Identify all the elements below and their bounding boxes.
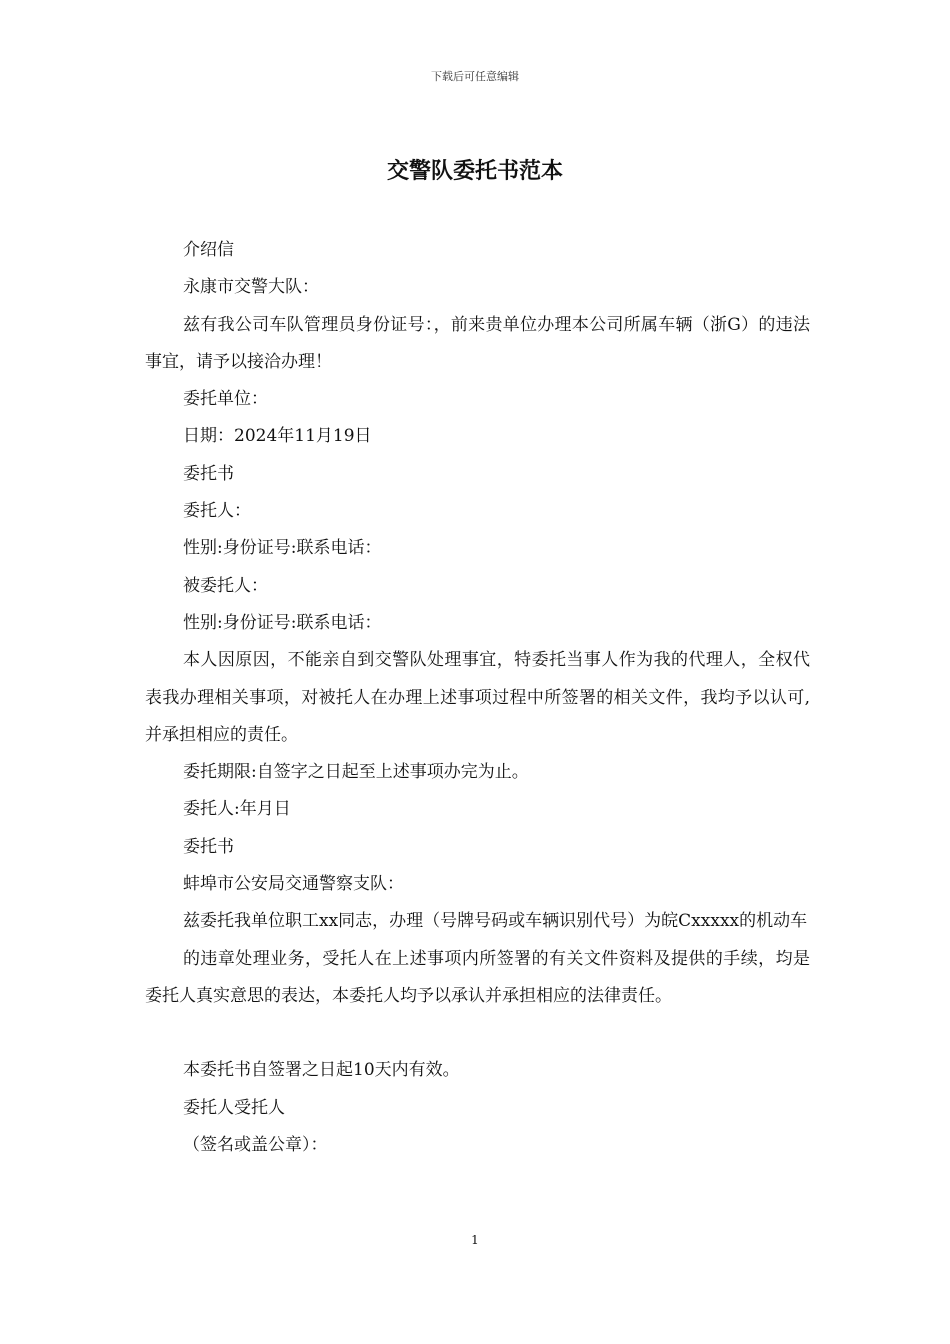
paragraph: 性别:身份证号:联系电话： (183, 612, 382, 633)
paragraph: 兹有我公司车队管理员身份证号：，前来贵单位办理本公司所属车辆（浙G）的违法事宜，请予以接洽办理！ (145, 314, 810, 372)
paragraph: 蚌埠市公安局交通警察支队： (183, 874, 404, 895)
paragraph: 本委托书自签署之日起10天内有效。 (183, 1060, 460, 1081)
paragraph: 日期：2024年11月19日 (183, 426, 372, 447)
paragraph: （签名或盖公章）： (183, 1134, 328, 1155)
paragraph: 委托期限:自签字之日起至上述事项办完为止。 (183, 762, 529, 783)
paragraph: 兹委托我单位职工xx同志，办理（号牌号码或车辆识别代号）为皖Cxxxxx的机动车 (183, 911, 808, 932)
page-number: 1 (471, 1233, 479, 1247)
document-body (145, 232, 810, 1164)
paragraph: 永康市交警大队： (183, 277, 319, 298)
header-note: 下载后可任意编辑 (431, 70, 519, 83)
paragraph: 委托书 (183, 836, 234, 857)
paragraph: 委托书 (183, 463, 234, 484)
paragraph: 委托单位： (183, 389, 268, 410)
paragraph: 本人因原因，不能亲自到交警队处理事宜，特委托当事人作为我的代理人，全权代表我办理相关事项，对被托人在办理上述事项过程中所签署的相关文件，我均予以认可,并承担相应的责任。 (145, 650, 810, 745)
paragraph: 被委托人： (183, 575, 268, 596)
document-title: 交警队委托书范本 (386, 158, 563, 184)
paragraph: 委托人： (183, 501, 251, 522)
paragraph: 性别:身份证号:联系电话： (183, 538, 382, 559)
paragraph: 委托人:年月日 (183, 799, 291, 820)
paragraph: 介绍信 (183, 240, 234, 260)
paragraph: 委托人受托人 (183, 1097, 285, 1118)
blank-line (145, 1015, 810, 1052)
paragraph: 的违章处理业务，受托人在上述事项内所签署的有关文件资料及提供的手续，均是委托人真实意思的表达，本委托人均予以承认并承担相应的法律责任。 (145, 948, 810, 1006)
